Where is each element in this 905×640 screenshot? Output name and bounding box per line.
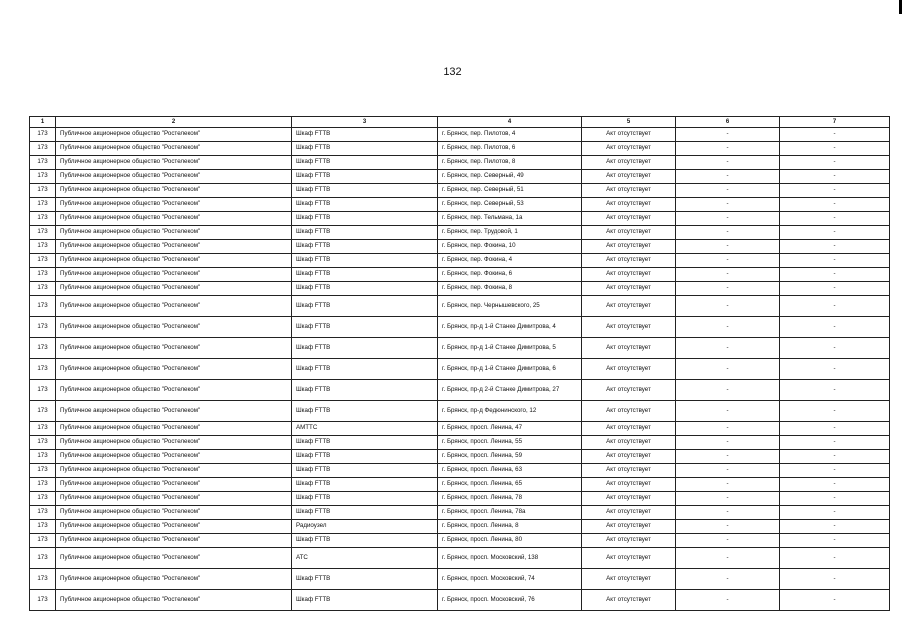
act-status-cell: Акт отсутствует	[582, 401, 676, 422]
table-row	[30, 170, 890, 184]
owner-cell: Публичное акционерное общество "Ростелеком"	[56, 450, 292, 464]
address-cell: г. Брянск, пер. Фокина, 4	[438, 254, 582, 268]
column-header: 2	[56, 117, 292, 128]
row-number-cell: 173	[30, 317, 56, 338]
column-7-cell: -	[780, 590, 890, 611]
address-cell: г. Брянск, просп. Ленина, 59	[438, 450, 582, 464]
row-number-cell: 173	[30, 296, 56, 317]
row-number-cell: 173	[30, 569, 56, 590]
address-cell: г. Брянск, пер. Северный, 53	[438, 198, 582, 212]
act-status-cell: Акт отсутствует	[582, 268, 676, 282]
column-7-cell: -	[780, 170, 890, 184]
address-cell: г. Брянск, пер. Фокина, 8	[438, 282, 582, 296]
row-number-cell: 173	[30, 226, 56, 240]
table-row	[30, 338, 890, 359]
address-cell: г. Брянск, просп. Московский, 74	[438, 569, 582, 590]
scan-mark	[899, 0, 902, 14]
address-cell: г. Брянск, пер. Северный, 51	[438, 184, 582, 198]
column-7-cell: -	[780, 464, 890, 478]
owner-cell: Публичное акционерное общество "Ростелеком"	[56, 464, 292, 478]
column-7-cell: -	[780, 569, 890, 590]
act-status-cell: Акт отсутствует	[582, 450, 676, 464]
owner-cell: Публичное акционерное общество "Ростелеком"	[56, 401, 292, 422]
column-7-cell: -	[780, 422, 890, 436]
object-type-cell: Шкаф FTTB	[292, 590, 438, 611]
row-number-cell: 173	[30, 170, 56, 184]
row-number-cell: 173	[30, 464, 56, 478]
address-cell: г. Брянск, пер. Чернышевского, 25	[438, 296, 582, 317]
address-cell: г. Брянск, пер. Пилотов, 8	[438, 156, 582, 170]
act-status-cell: Акт отсутствует	[582, 464, 676, 478]
owner-cell: Публичное акционерное общество "Ростелеком"	[56, 170, 292, 184]
act-status-cell: Акт отсутствует	[582, 590, 676, 611]
row-number-cell: 173	[30, 254, 56, 268]
object-type-cell: Шкаф FTTB	[292, 226, 438, 240]
address-cell: г. Брянск, просп. Ленина, 47	[438, 422, 582, 436]
table-row	[30, 142, 890, 156]
object-type-cell: Шкаф FTTB	[292, 380, 438, 401]
act-status-cell: Акт отсутствует	[582, 142, 676, 156]
object-type-cell: Шкаф FTTB	[292, 506, 438, 520]
column-6-cell: -	[676, 548, 780, 569]
owner-cell: Публичное акционерное общество "Ростелеком"	[56, 142, 292, 156]
column-7-cell: -	[780, 184, 890, 198]
row-number-cell: 173	[30, 492, 56, 506]
table-row	[30, 492, 890, 506]
act-status-cell: Акт отсутствует	[582, 506, 676, 520]
column-6-cell: -	[676, 268, 780, 282]
act-status-cell: Акт отсутствует	[582, 156, 676, 170]
column-6-cell: -	[676, 380, 780, 401]
column-6-cell: -	[676, 590, 780, 611]
owner-cell: Публичное акционерное общество "Ростелеком"	[56, 226, 292, 240]
act-status-cell: Акт отсутствует	[582, 436, 676, 450]
table-row	[30, 254, 890, 268]
table-row	[30, 534, 890, 548]
column-7-cell: -	[780, 282, 890, 296]
act-status-cell: Акт отсутствует	[582, 282, 676, 296]
column-header: 5	[582, 117, 676, 128]
owner-cell: Публичное акционерное общество "Ростелеком"	[56, 338, 292, 359]
row-number-cell: 173	[30, 380, 56, 401]
row-number-cell: 173	[30, 436, 56, 450]
object-type-cell: Шкаф FTTB	[292, 296, 438, 317]
column-7-cell: -	[780, 254, 890, 268]
column-header: 3	[292, 117, 438, 128]
row-number-cell: 173	[30, 184, 56, 198]
row-number-cell: 173	[30, 422, 56, 436]
column-header: 1	[30, 117, 56, 128]
address-cell: г. Брянск, просп. Ленина, 8	[438, 520, 582, 534]
row-number-cell: 173	[30, 534, 56, 548]
object-type-cell: Шкаф FTTB	[292, 338, 438, 359]
owner-cell: Публичное акционерное общество "Ростелеком"	[56, 422, 292, 436]
object-type-cell: Шкаф FTTB	[292, 198, 438, 212]
act-status-cell: Акт отсутствует	[582, 170, 676, 184]
row-number-cell: 173	[30, 198, 56, 212]
table-row	[30, 128, 890, 142]
column-7-cell: -	[780, 128, 890, 142]
address-cell: г. Брянск, просп. Ленина, 80	[438, 534, 582, 548]
owner-cell: Публичное акционерное общество "Ростелеком"	[56, 128, 292, 142]
object-type-cell: Шкаф FTTB	[292, 478, 438, 492]
column-6-cell: -	[676, 198, 780, 212]
owner-cell: Публичное акционерное общество "Ростелеком"	[56, 380, 292, 401]
row-number-cell: 173	[30, 156, 56, 170]
address-cell: г. Брянск, просп. Ленина, 78	[438, 492, 582, 506]
column-7-cell: -	[780, 338, 890, 359]
table-row	[30, 268, 890, 282]
row-number-cell: 173	[30, 478, 56, 492]
table-row	[30, 212, 890, 226]
table-row	[30, 520, 890, 534]
row-number-cell: 173	[30, 128, 56, 142]
row-number-cell: 173	[30, 359, 56, 380]
owner-cell: Публичное акционерное общество "Ростелеком"	[56, 492, 292, 506]
address-cell: г. Брянск, пер. Северный, 49	[438, 170, 582, 184]
object-type-cell: Радиоузел	[292, 520, 438, 534]
address-cell: г. Брянск, пер. Трудовой, 1	[438, 226, 582, 240]
object-type-cell: АТС	[292, 548, 438, 569]
column-6-cell: -	[676, 422, 780, 436]
table-row	[30, 240, 890, 254]
column-7-cell: -	[780, 359, 890, 380]
object-type-cell: Шкаф FTTB	[292, 534, 438, 548]
table-row	[30, 590, 890, 611]
table-row	[30, 317, 890, 338]
column-6-cell: -	[676, 359, 780, 380]
table-row	[30, 450, 890, 464]
owner-cell: Публичное акционерное общество "Ростелеком"	[56, 436, 292, 450]
table-row	[30, 464, 890, 478]
object-type-cell: Шкаф FTTB	[292, 492, 438, 506]
act-status-cell: Акт отсутствует	[582, 534, 676, 548]
act-status-cell: Акт отсутствует	[582, 520, 676, 534]
column-6-cell: -	[676, 534, 780, 548]
column-7-cell: -	[780, 401, 890, 422]
address-cell: г. Брянск, просп. Московский, 138	[438, 548, 582, 569]
column-6-cell: -	[676, 170, 780, 184]
act-status-cell: Акт отсутствует	[582, 422, 676, 436]
owner-cell: Публичное акционерное общество "Ростелеком"	[56, 212, 292, 226]
table-row	[30, 156, 890, 170]
owner-cell: Публичное акционерное общество "Ростелеком"	[56, 282, 292, 296]
column-6-cell: -	[676, 296, 780, 317]
object-type-cell: АМТТС	[292, 422, 438, 436]
column-7-cell: -	[780, 212, 890, 226]
column-6-cell: -	[676, 142, 780, 156]
table-row	[30, 380, 890, 401]
address-cell: г. Брянск, пер. Пилотов, 6	[438, 142, 582, 156]
row-number-cell: 173	[30, 268, 56, 282]
act-status-cell: Акт отсутствует	[582, 569, 676, 590]
object-type-cell: Шкаф FTTB	[292, 282, 438, 296]
table-row	[30, 184, 890, 198]
row-number-cell: 173	[30, 338, 56, 359]
row-number-cell: 173	[30, 212, 56, 226]
column-6-cell: -	[676, 338, 780, 359]
owner-cell: Публичное акционерное общество "Ростелеком"	[56, 268, 292, 282]
row-number-cell: 173	[30, 590, 56, 611]
act-status-cell: Акт отсутствует	[582, 380, 676, 401]
column-6-cell: -	[676, 226, 780, 240]
table-row	[30, 422, 890, 436]
row-number-cell: 173	[30, 506, 56, 520]
row-number-cell: 173	[30, 548, 56, 569]
address-cell: г. Брянск, пер. Тельмана, 1а	[438, 212, 582, 226]
table-row	[30, 478, 890, 492]
object-type-cell: Шкаф FTTB	[292, 184, 438, 198]
owner-cell: Публичное акционерное общество "Ростелеком"	[56, 359, 292, 380]
object-type-cell: Шкаф FTTB	[292, 401, 438, 422]
table-row	[30, 296, 890, 317]
owner-cell: Публичное акционерное общество "Ростелеком"	[56, 478, 292, 492]
owner-cell: Публичное акционерное общество "Ростелеком"	[56, 254, 292, 268]
object-type-cell: Шкаф FTTB	[292, 317, 438, 338]
table-row	[30, 282, 890, 296]
object-type-cell: Шкаф FTTB	[292, 142, 438, 156]
table-row	[30, 569, 890, 590]
header-row	[30, 117, 890, 128]
act-status-cell: Акт отсутствует	[582, 548, 676, 569]
act-status-cell: Акт отсутствует	[582, 128, 676, 142]
column-6-cell: -	[676, 506, 780, 520]
address-cell: г. Брянск, пр-д 2-й Станке Димитрова, 27	[438, 380, 582, 401]
column-7-cell: -	[780, 156, 890, 170]
owner-cell: Публичное акционерное общество "Ростелеком"	[56, 569, 292, 590]
address-cell: г. Брянск, просп. Ленина, 78а	[438, 506, 582, 520]
object-type-cell: Шкаф FTTB	[292, 156, 438, 170]
object-type-cell: Шкаф FTTB	[292, 436, 438, 450]
object-type-cell: Шкаф FTTB	[292, 128, 438, 142]
column-6-cell: -	[676, 401, 780, 422]
page-number: 132	[443, 66, 462, 78]
column-6-cell: -	[676, 464, 780, 478]
table-row	[30, 198, 890, 212]
column-7-cell: -	[780, 317, 890, 338]
column-6-cell: -	[676, 569, 780, 590]
row-number-cell: 173	[30, 240, 56, 254]
address-cell: г. Брянск, пр-д 1-й Станке Димитрова, 4	[438, 317, 582, 338]
act-status-cell: Акт отсутствует	[582, 240, 676, 254]
column-7-cell: -	[780, 534, 890, 548]
column-7-cell: -	[780, 226, 890, 240]
object-type-cell: Шкаф FTTB	[292, 450, 438, 464]
table-row	[30, 436, 890, 450]
column-7-cell: -	[780, 506, 890, 520]
column-6-cell: -	[676, 212, 780, 226]
row-number-cell: 173	[30, 282, 56, 296]
column-7-cell: -	[780, 520, 890, 534]
column-7-cell: -	[780, 296, 890, 317]
address-cell: г. Брянск, пер. Фокина, 6	[438, 268, 582, 282]
column-6-cell: -	[676, 520, 780, 534]
owner-cell: Публичное акционерное общество "Ростелеком"	[56, 240, 292, 254]
owner-cell: Публичное акционерное общество "Ростелеком"	[56, 534, 292, 548]
object-type-cell: Шкаф FTTB	[292, 268, 438, 282]
column-6-cell: -	[676, 254, 780, 268]
owner-cell: Публичное акционерное общество "Ростелеком"	[56, 520, 292, 534]
column-6-cell: -	[676, 492, 780, 506]
registry-table	[29, 116, 890, 611]
act-status-cell: Акт отсутствует	[582, 212, 676, 226]
address-cell: г. Брянск, пер. Фокина, 10	[438, 240, 582, 254]
column-7-cell: -	[780, 198, 890, 212]
object-type-cell: Шкаф FTTB	[292, 254, 438, 268]
address-cell: г. Брянск, пр-д 1-й Станке Димитрова, 5	[438, 338, 582, 359]
act-status-cell: Акт отсутствует	[582, 492, 676, 506]
act-status-cell: Акт отсутствует	[582, 317, 676, 338]
object-type-cell: Шкаф FTTB	[292, 212, 438, 226]
column-7-cell: -	[780, 450, 890, 464]
object-type-cell: Шкаф FTTB	[292, 569, 438, 590]
act-status-cell: Акт отсутствует	[582, 254, 676, 268]
column-6-cell: -	[676, 128, 780, 142]
row-number-cell: 173	[30, 142, 56, 156]
owner-cell: Публичное акционерное общество "Ростелеком"	[56, 184, 292, 198]
row-number-cell: 173	[30, 450, 56, 464]
object-type-cell: Шкаф FTTB	[292, 359, 438, 380]
address-cell: г. Брянск, просп. Московский, 76	[438, 590, 582, 611]
column-6-cell: -	[676, 450, 780, 464]
address-cell: г. Брянск, пр-д 1-й Станке Димитрова, 6	[438, 359, 582, 380]
object-type-cell: Шкаф FTTB	[292, 464, 438, 478]
act-status-cell: Акт отсутствует	[582, 338, 676, 359]
column-7-cell: -	[780, 268, 890, 282]
column-7-cell: -	[780, 142, 890, 156]
column-6-cell: -	[676, 317, 780, 338]
column-6-cell: -	[676, 478, 780, 492]
column-6-cell: -	[676, 184, 780, 198]
column-header: 4	[438, 117, 582, 128]
row-number-cell: 173	[30, 520, 56, 534]
column-7-cell: -	[780, 548, 890, 569]
act-status-cell: Акт отсутствует	[582, 198, 676, 212]
column-6-cell: -	[676, 240, 780, 254]
column-7-cell: -	[780, 492, 890, 506]
column-7-cell: -	[780, 240, 890, 254]
table-row	[30, 359, 890, 380]
act-status-cell: Акт отсутствует	[582, 226, 676, 240]
row-number-cell: 173	[30, 401, 56, 422]
owner-cell: Публичное акционерное общество "Ростелеком"	[56, 296, 292, 317]
act-status-cell: Акт отсутствует	[582, 296, 676, 317]
column-6-cell: -	[676, 282, 780, 296]
object-type-cell: Шкаф FTTB	[292, 240, 438, 254]
owner-cell: Публичное акционерное общество "Ростелеком"	[56, 506, 292, 520]
column-6-cell: -	[676, 156, 780, 170]
owner-cell: Публичное акционерное общество "Ростелеком"	[56, 590, 292, 611]
column-header: 7	[780, 117, 890, 128]
column-6-cell: -	[676, 436, 780, 450]
owner-cell: Публичное акционерное общество "Ростелеком"	[56, 317, 292, 338]
address-cell: г. Брянск, пер. Пилотов, 4	[438, 128, 582, 142]
act-status-cell: Акт отсутствует	[582, 478, 676, 492]
column-7-cell: -	[780, 436, 890, 450]
table-row	[30, 226, 890, 240]
table-row	[30, 506, 890, 520]
address-cell: г. Брянск, пр-д Федюнинского, 12	[438, 401, 582, 422]
address-cell: г. Брянск, просп. Ленина, 63	[438, 464, 582, 478]
owner-cell: Публичное акционерное общество "Ростелеком"	[56, 548, 292, 569]
act-status-cell: Акт отсутствует	[582, 359, 676, 380]
column-7-cell: -	[780, 478, 890, 492]
table-body	[30, 128, 890, 611]
table-row	[30, 548, 890, 569]
object-type-cell: Шкаф FTTB	[292, 170, 438, 184]
owner-cell: Публичное акционерное общество "Ростелеком"	[56, 156, 292, 170]
owner-cell: Публичное акционерное общество "Ростелеком"	[56, 198, 292, 212]
column-7-cell: -	[780, 380, 890, 401]
act-status-cell: Акт отсутствует	[582, 184, 676, 198]
address-cell: г. Брянск, просп. Ленина, 65	[438, 478, 582, 492]
column-header: 6	[676, 117, 780, 128]
address-cell: г. Брянск, просп. Ленина, 55	[438, 436, 582, 450]
table-row	[30, 401, 890, 422]
